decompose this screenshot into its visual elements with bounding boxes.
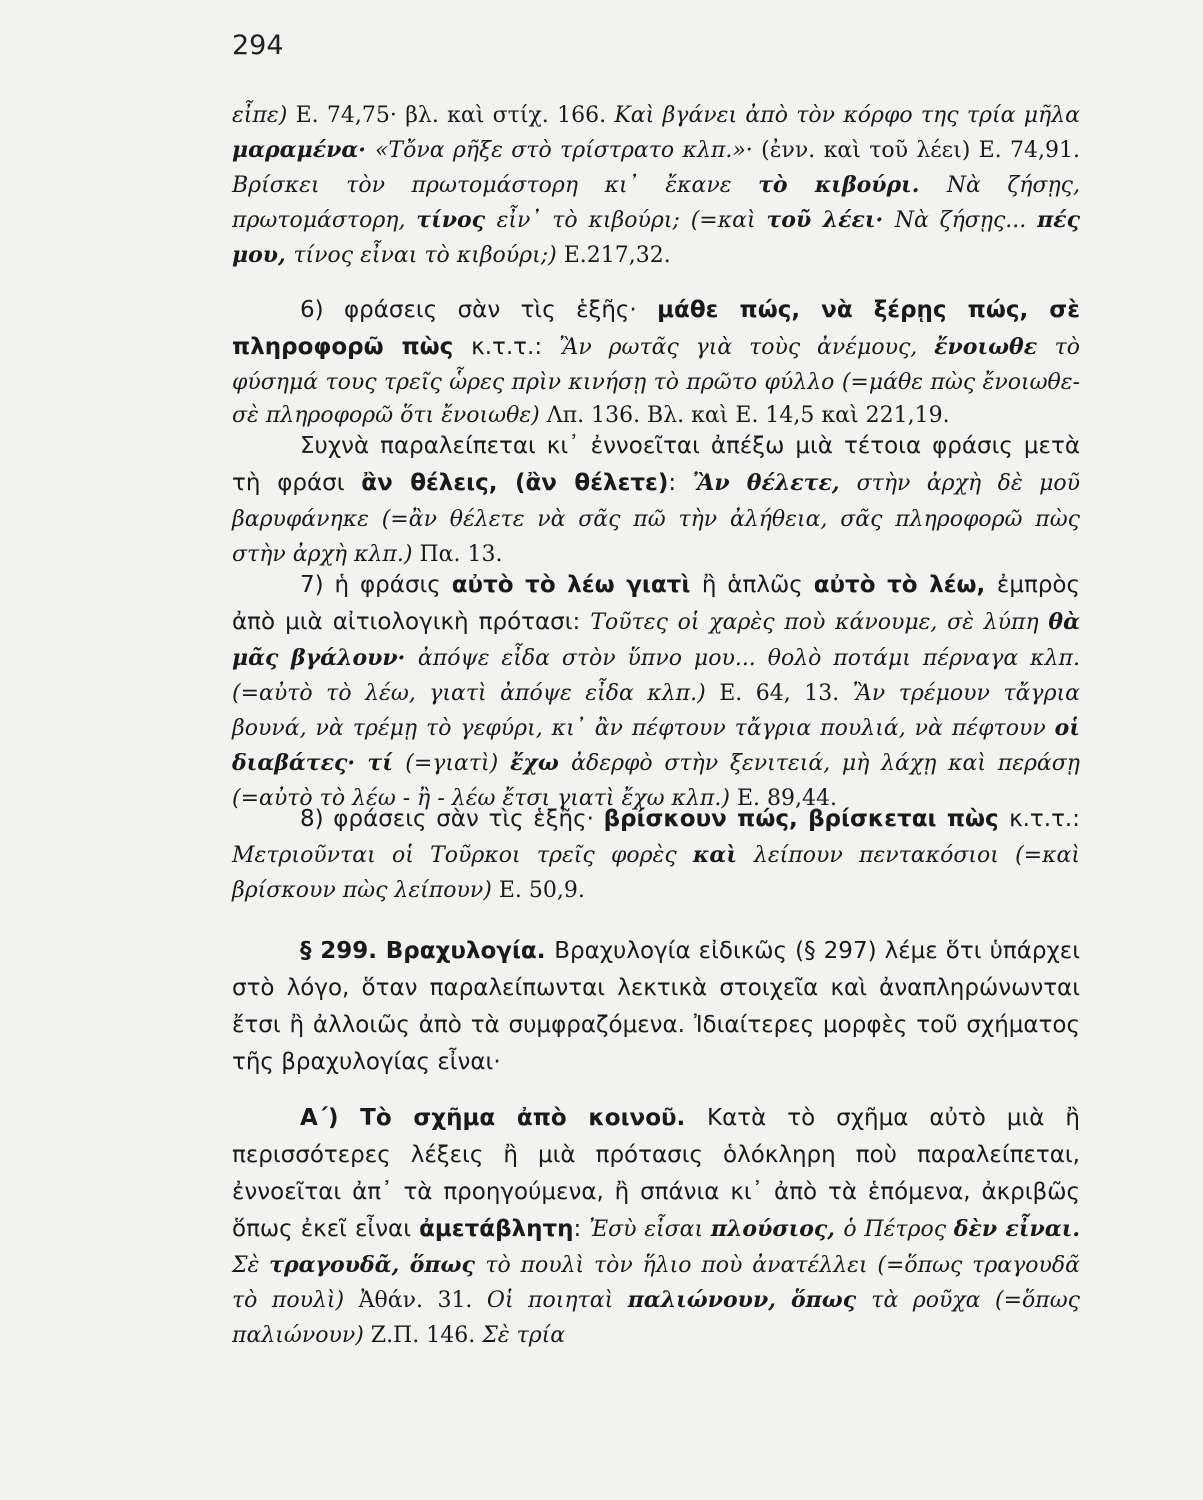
text-run: Α΄) Τὸ σχῆμα ἀπὸ κοινοῦ. bbox=[300, 1105, 707, 1131]
text-run: ἔνοιωθε bbox=[934, 334, 1055, 360]
text-run: Ε. 64, 13. bbox=[719, 681, 853, 706]
text-run: οἱ διαβάτες· τί bbox=[232, 715, 1080, 776]
paragraph-omission-note bbox=[232, 428, 1080, 572]
text-run: Οἱ ποιηταὶ bbox=[486, 1288, 628, 1313]
text-run: Πα. 13. bbox=[419, 542, 503, 567]
text-run: ὁ Πέτρος bbox=[843, 1217, 954, 1242]
text-run: ἀδερφὸ στὴν ξενιτειά, μὴ λάχῃ καὶ περάσῃ (=αὐτὸ τὸ λέω - ἢ - λέω ἔτσι γιατὶ ἔχω κλπ.) bbox=[232, 751, 1080, 811]
text-run: Νὰ ζήσῃς, πρωτομάστορη, bbox=[232, 173, 1080, 233]
text-run: τραγουδᾶ, ὅπως bbox=[269, 1252, 486, 1278]
paragraph-item-8 bbox=[232, 801, 1080, 908]
text-run: «Τὄνα ρῆξε στὸ τρίστρατο κλπ.»· bbox=[374, 138, 762, 163]
text-run: Μετριοῦνται οἱ Τοῦρκοι τρεῖς φορὲς bbox=[232, 843, 693, 868]
text-run: λείπουν πεντακόσιοι (=καὶ βρίσκουν πὼς λείπουν) bbox=[232, 843, 1081, 903]
text-run: Κατὰ τὸ σχῆμα αὐτὸ μιὰ ἢ περισσότερες λέξεις ἢ μιὰ πρότασις ὁλόκληρη ποὺ παραλείπεται, ἐννοεῖται ἀπ᾿ τὰ προηγούμενα, ἢ σπάνια κι᾿ ἀπὸ τὰ ἑπόμενα, ἀκριβῶς ὅπως ἐκεῖ εἶναι bbox=[232, 1105, 1080, 1242]
text-run: Ἂν ρωτᾶς γιὰ τοὺς ἀνέμους, bbox=[559, 335, 935, 360]
text-run: Βραχυλογία εἰδικῶς (§ 297) λέμε ὅτι ὑπάρχει στὸ λόγο, ὅταν παραλείπωνται λεκτικὰ στοιχεῖα καὶ ἀναπληρώνωνται ἔτσι ἢ ἀλλοιῶς ἀπὸ τὰ συμφραζόμενα. Ἰδιαίτερες μορφὲς τοῦ σχήματος τῆς βραχυλογίας εἶναι· bbox=[232, 938, 1080, 1075]
text-run: ἢ ἁπλῶς bbox=[701, 572, 814, 598]
text-run: ἀπόψε εἶδα στὸν ὕπνο μου... θολὸ ποτάμι πέρναγα κλπ. (=αὐτὸ τὸ λέω, γιατὶ ἀπόψε εἶδα κλπ.) bbox=[232, 646, 1080, 706]
text-run: Ἀθάν. 31. bbox=[358, 1288, 487, 1313]
text-run: Ε.217,32. bbox=[563, 243, 671, 268]
text-run: πλούσιος, bbox=[710, 1216, 844, 1242]
text-run: Σὲ bbox=[232, 1253, 270, 1278]
text-run: τίνος εἶναι τὸ κιβούρι;) bbox=[293, 243, 564, 268]
text-run: ἐμπρὸς ἀπὸ μιὰ αἰτιολογικὴ πρότασι: bbox=[232, 572, 1080, 635]
text-run: ἔχω bbox=[509, 750, 572, 776]
text-run: βρίσκουν πώς, βρίσκεται πὼς bbox=[603, 806, 1010, 832]
text-run: εἶν᾿ τὸ κιβούρι; bbox=[496, 208, 691, 233]
text-run: 8) φράσεις σὰν τὶς ἑξῆς· bbox=[300, 806, 604, 832]
text-run: Συχνὰ παραλείπεται κι᾿ ἐννοεῖται ἀπέξω μιὰ τέτοια φράσις μετὰ τὴ φράσι bbox=[232, 433, 1080, 496]
text-run: εἶπε) bbox=[232, 103, 296, 128]
text-run: μαραμένα· bbox=[232, 137, 375, 163]
text-run: 7) ἡ φράσις bbox=[300, 572, 452, 598]
text-run: τίνος bbox=[416, 207, 497, 233]
text-run: τὰ ροῦχα (=ὅπως παλιώνουν) bbox=[232, 1288, 1080, 1348]
text-run: τὸ φύσημά τους τρεῖς ὧρες πρὶν κινήσῃ τὸ πρῶτο φύλλο (=μάθε πὼς ἔνοιωθε-σὲ πληροφορῶ ὅτι ἔνοιωθε) bbox=[232, 335, 1080, 428]
text-run: Νὰ ζήσῃς... bbox=[894, 208, 1038, 233]
text-run: Ζ.Π. 146. bbox=[370, 1323, 483, 1348]
text-run: καὶ bbox=[692, 842, 754, 868]
text-run: αὐτὸ τὸ λέω, bbox=[813, 572, 997, 598]
text-run: Τοῦτες οἱ χαρὲς ποὺ κάνουμε, σὲ λύπη bbox=[590, 610, 1049, 635]
text-run: Ε. 50,9. bbox=[498, 878, 585, 903]
text-run: § 299. Βραχυλογία. bbox=[300, 938, 555, 964]
text-run: 6) φράσεις σὰν τὶς ἑξῆς· bbox=[300, 297, 658, 323]
text-run: : bbox=[668, 470, 693, 496]
text-run: Λπ. 136. Βλ. καὶ Ε. 14,5 καὶ 221,19. bbox=[546, 403, 950, 428]
subsection-a-schema-apo-koinou bbox=[232, 1100, 1080, 1353]
paragraph-item-6 bbox=[232, 292, 1080, 432]
text-run: δὲν εἶναι. bbox=[953, 1216, 1080, 1242]
paragraph-continuation bbox=[232, 98, 1080, 273]
text-run: ἀμετάβλητη bbox=[419, 1216, 574, 1242]
text-run: ἂν θέλεις, (ἂν θέλετε) bbox=[361, 470, 669, 496]
text-run: Ἐσὺ εἶσαι bbox=[589, 1217, 711, 1242]
text-run: κ.τ.τ.: bbox=[471, 334, 560, 360]
text-run: Βρίσκει τὸν πρωτομάστορη κι᾿ ἔκανε bbox=[232, 173, 759, 198]
text-run: Ε. 74,75· βλ. καὶ στίχ. 166. bbox=[295, 103, 615, 128]
text-run: θὰ μᾶς βγάλουν· bbox=[232, 609, 1080, 671]
text-run: τὸ πουλὶ τὸν ἥλιο ποὺ ἀνατέλλει (=ὅπως τραγουδᾶ τὸ πουλὶ) bbox=[232, 1253, 1081, 1313]
text-run: Σὲ τρία bbox=[482, 1323, 566, 1348]
text-run: (ἐνν. καὶ τοῦ λέει) Ε. 74,91. bbox=[761, 138, 1080, 163]
text-run: (=καὶ bbox=[690, 208, 767, 233]
text-run: : bbox=[573, 1216, 590, 1242]
section-299-brachylogy bbox=[232, 933, 1080, 1081]
page-number: 294 bbox=[232, 30, 284, 61]
paragraph-item-7 bbox=[232, 567, 1080, 816]
text-run: αὐτὸ τὸ λέω γιατὶ bbox=[451, 572, 702, 598]
text-run: στὴν ἀρχὴ δὲ μοῦ βαρυφάνηκε (=ἂν θέλετε νὰ σᾶς πῶ τὴν ἀλήθεια, σᾶς πληροφορῶ πὼς στὴν ἀρχὴ κλπ.) bbox=[232, 471, 1081, 567]
text-run: παλιώνουν, ὅπως bbox=[627, 1287, 872, 1313]
text-run: Ἂν θέλετε, bbox=[692, 470, 857, 496]
text-run: πές μου, bbox=[232, 207, 1081, 268]
text-run: (=γιατὶ) bbox=[405, 751, 510, 776]
text-run: τὸ κιβούρι. bbox=[758, 172, 947, 198]
text-run: Καὶ βγάνει ἀπὸ τὸν κόρφο της τρία μῆλα bbox=[614, 103, 1081, 128]
text-run: μάθε πώς, νὰ ξέρῃς πώς, σὲ πληροφορῶ πὼς bbox=[232, 297, 1080, 360]
text-run: τοῦ λέει· bbox=[766, 207, 895, 233]
text-run: κ.τ.τ.: bbox=[1009, 806, 1080, 832]
text-run: Ἂν τρέμουν τἄγρια βουνά, νὰ τρέμῃ τὸ γεφύρι, κι᾿ ἂν πέφτουν τἄγρια πουλιά, νὰ πέφτουν bbox=[232, 681, 1081, 741]
text-run: Ε. 89,44. bbox=[736, 786, 837, 811]
